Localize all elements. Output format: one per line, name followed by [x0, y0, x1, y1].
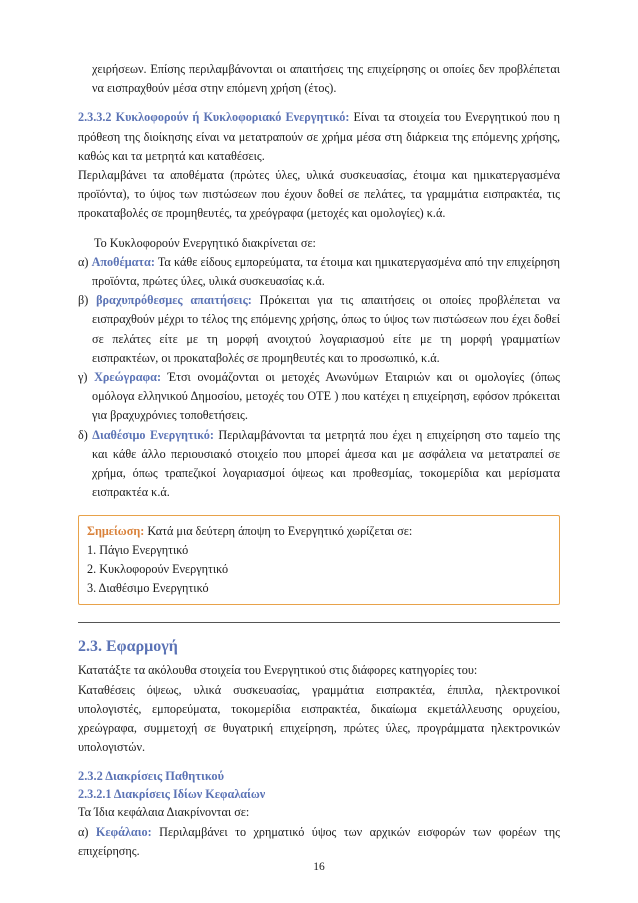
section-23-heading: 2.3. Εφαρμογή: [78, 638, 178, 656]
note-label: Σημείωση:: [87, 524, 145, 539]
page-number: 16: [313, 861, 325, 873]
section-2332-text: Είναι τα στοιχεία του Ενεργητικού που η πρόθεση της διοίκησης είναι να μετατραπούν σε χρήμα μέσα στη διάρκεια της επόμενης χρήσης, καθώς και τα μετρητά και καταθέσεις.: [78, 110, 560, 163]
list-item-prefix: γ): [78, 370, 95, 385]
note-text: Κατά μια δεύτερη άποψη το Ενεργητικό χωρίζεται σε:: [144, 524, 413, 539]
section-2321-heading: 2.3.2.1 Διακρίσεις Ιδίων Κεφαλαίων: [78, 787, 266, 802]
list-item-securities: [78, 368, 560, 426]
section-232-intro: Τα Ίδια κεφάλαια Διακρίνονται σε:: [78, 805, 250, 820]
list-item-prefix: α): [78, 824, 96, 839]
list-item-text: Περιλαμβάνονται τα μετρητά που έχει η επιχείρηση στο ταμείο της και κάθε άλλο περιουσιακό στοιχείο που μπορεί άμεσα και με ασφάλεια να μετατραπεί σε χρήμα, όπως τραπεζικοί λογαριασμοί όψεως και προθεσμίας, τοκομερίδια και μερίσματα εισπρακτέα κ.ά.: [92, 427, 560, 500]
section-2332-paragraph: [78, 108, 560, 166]
list-item-prefix: δ): [78, 427, 93, 442]
list-item-capital: [78, 823, 560, 861]
note-box: [78, 515, 560, 605]
page-content: [78, 60, 560, 861]
list-item-text: Τα κάθε είδους εμπορεύματα, τα έτοιμα και ημικατεργασμένα από την επιχείρηση προϊόντα, πρώτες ύλες, υλικά συσκευασίας κ.ά.: [92, 254, 560, 289]
list-item-text: Έτσι ονομάζονται οι μετοχές Ανωνύμων Εταιριών και οι ομολογίες (όπως ομόλογα ελληνικού Δημοσίου, μετοχές του ΟΤΕ ) που κατέχει η επιχείρηση, εφόσον πρόκειται για βραχυχρόνιες τοποθετήσεις.: [92, 370, 560, 423]
section-23-instruction: Κατατάξτε τα ακόλουθα στοιχεία του Ενεργητικού στις διάφορες κατηγορίες του:: [78, 663, 478, 678]
list-item-prefix: β): [78, 293, 97, 308]
list-item-cash: [78, 426, 560, 503]
section-232-heading: 2.3.2 Διακρίσεις Παθητικού: [78, 769, 225, 784]
section-2332-paragraph-2: Περιλαμβάνει τα αποθέματα (πρώτες ύλες, υλικά συσκευασίας, έτοιμα και ημικατεργασμένα προϊόντα), το ύψος των πιστώσεων που έχουν δοθεί σε πελάτες, τα γραμμάτια εισπρακτέα, τις προκαταβολές σε προμηθευτές, τα χρεόγραφα (μετοχές και ομολογίες) κ.ά.: [78, 168, 560, 221]
list-item-receivables: [78, 291, 560, 368]
note-line-2: 2. Κυκλοφορούν Ενεργητικό: [87, 562, 229, 577]
list-item-inventories: [78, 253, 560, 291]
continued-paragraph: χειρήσεων. Επίσης περιλαμβάνονται οι απαιτήσεις της επιχείρησης οι οποίες δεν προβλέπεται να εισπραχθούν μέσα στην επόμενη χρήση (έτος).: [92, 62, 560, 96]
list-item-term: Κεφάλαιο:: [95, 824, 152, 839]
classification-intro: Το Κυκλοφορούν Ενεργητικό διακρίνεται σε:: [94, 235, 316, 250]
note-intro: [87, 522, 549, 541]
list-item-term: Διαθέσιμο Ενεργητικό:: [92, 427, 214, 442]
list-item-text: Περιλαμβάνει το χρηματικό ύψος των αρχικών εισφορών των φορέων της επιχείρησης.: [78, 824, 560, 858]
section-23-items: Καταθέσεις όψεως, υλικά συσκευασίας, γραμμάτια εισπρακτέα, έπιπλα, ηλεκτρονικοί υπολογιστές, εμπορεύματα, τοκομερίδια εισπρακτέα, δικαίωμα εκμετάλλευσης ορυχείου, χρεώγραφα, συμμετοχή σε θυγατρική επιχείρηση, πρώτες ύλες, προγράμματα ηλεκτρονικών υπολογιστών.: [78, 682, 560, 755]
list-item-term: βραχυπρόθεσμες απαιτήσεις:: [96, 293, 252, 308]
list-item-term: Αποθέματα:: [91, 254, 155, 269]
list-item-term: Χρεώγραφα:: [94, 370, 162, 385]
list-item-prefix: α): [78, 254, 92, 269]
note-line-3: 3. Διαθέσιμο Ενεργητικό: [87, 581, 209, 596]
section-divider: [78, 622, 560, 623]
list-item-text: Πρόκειται για τις απαιτήσεις οι οποίες προβλέπεται να εισπραχθούν μέχρι το τέλος της επόμενης χρήσης, όπως το ύψος των πιστώσεων που έχει δοθεί σε πελάτες είτε με τη μορφή ανοιχτού λογαριασμού είτε με τη μορφή γραμματίων εισπρακτέων, οι προκαταβολές σε προμηθευτές και το προσωπικό, κ.ά.: [92, 293, 560, 365]
section-2332-heading: 2.3.3.2 Κυκλοφορούν ή Κυκλοφοριακό Ενεργητικό:: [78, 110, 350, 125]
note-line-1: 1. Πάγιο Ενεργητικό: [87, 543, 189, 558]
